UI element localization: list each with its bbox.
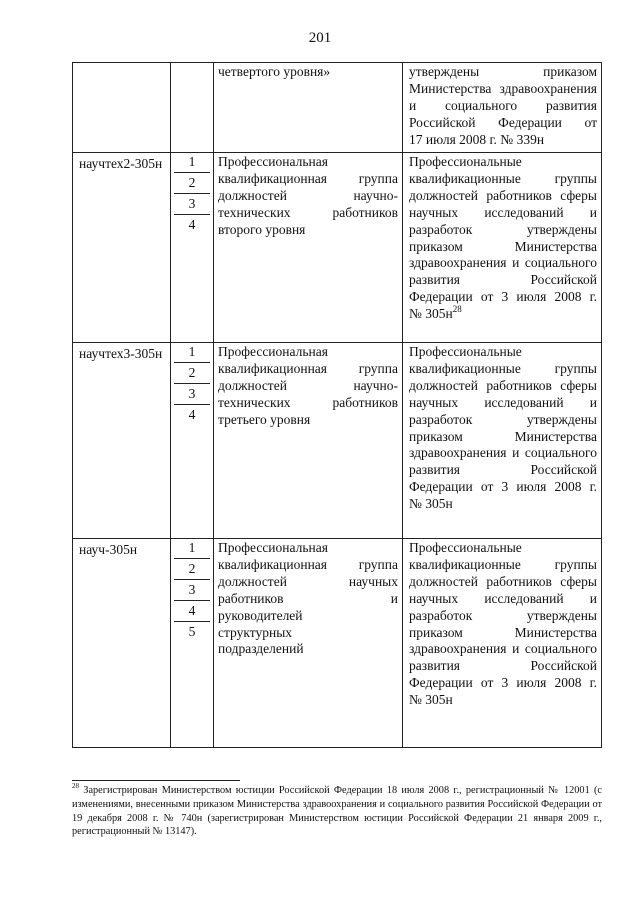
group-name-line: квалификационная группа [218, 170, 398, 186]
group-name-cell [214, 153, 403, 343]
code-text: научтех3-305н [79, 346, 163, 361]
document-line: приказом Министерства [409, 428, 597, 444]
number-list [174, 344, 210, 425]
group-name-line: работников и [218, 590, 398, 606]
group-name-line: технических работников [218, 394, 398, 410]
document-line: развития Российской [409, 272, 597, 288]
group-name-line: квалификационная группа [218, 360, 398, 376]
item-number: 4 [188, 407, 196, 422]
item-number: 3 [174, 194, 210, 215]
item-number: 3 [174, 580, 210, 601]
document-line: квалификационные группы [409, 360, 597, 376]
document-line: утверждены приказом [409, 64, 597, 79]
document-line: развития Российской [409, 658, 597, 674]
number-list [174, 540, 210, 642]
document-line: здравоохранения и социального [409, 255, 597, 271]
document-line: здравоохранения и социального [409, 445, 597, 461]
group-name-cell [214, 63, 403, 153]
code-cell [73, 63, 171, 153]
group-name-line: должностей научных [218, 573, 398, 589]
group-name-text: четвертого уровня» [218, 64, 331, 79]
item-number: 2 [174, 363, 210, 384]
footnote-mark: 28 [72, 781, 79, 790]
document-line: должностей работников сферы [409, 377, 597, 393]
document-line [409, 303, 597, 323]
document-cell [403, 343, 602, 539]
item-number: 3 [174, 384, 210, 405]
group-name-line: технических работников [218, 204, 398, 220]
item-number: 5 [188, 624, 196, 639]
document-line: Профессиональные [409, 540, 522, 555]
document-line: Федерации от 3 июля 2008 г. [409, 289, 597, 305]
document-line: приказом Министерства [409, 624, 597, 640]
document-line: должностей работников сферы [409, 187, 597, 203]
group-name-line: структурных [218, 624, 293, 640]
item-number: 1 [174, 154, 210, 173]
document-number: № 305н [409, 306, 453, 322]
document-line: Российской Федерации от [409, 114, 597, 130]
table-row [73, 539, 602, 748]
code-cell [73, 343, 171, 539]
item-number: 1 [174, 344, 210, 363]
group-name-line: руководителей [218, 607, 303, 623]
document-line: Федерации от 3 июля 2008 г. [409, 675, 597, 691]
document-line: развития Российской [409, 462, 597, 478]
group-name-line: Профессиональная [218, 154, 328, 169]
document-line: здравоохранения и социального [409, 641, 597, 657]
document-line: Профессиональные [409, 154, 522, 169]
document-line: разработок утверждены [409, 607, 597, 623]
item-number: 4 [174, 601, 210, 622]
number-list [174, 154, 210, 235]
group-name-line: подразделений [218, 641, 304, 657]
document-line: разработок утверждены [409, 221, 597, 237]
group-name-line: должностей научно- [218, 377, 398, 393]
document-line: приказом Министерства [409, 238, 597, 254]
group-name-cell [214, 539, 403, 748]
document-line: научных исследований и [409, 204, 597, 220]
document-line: квалификационные группы [409, 556, 597, 572]
document-cell [403, 539, 602, 748]
table-row [73, 153, 602, 343]
number-cell [171, 153, 214, 343]
document-line: должностей работников сферы [409, 573, 597, 589]
number-cell [171, 539, 214, 748]
item-number: 2 [174, 559, 210, 580]
number-cell [171, 343, 214, 539]
footnote-text: Зарегистрирован Министерством юстиции Российской Федерации 18 июля 2008 г., регистрационный № 12001 (с изменениями, внесенными приказом Министерства здравоохранения и социального развития Российской Федерации от 19 декабря 2008 г. № 740н (зарегистрирован Министерством юстиции Российской Федерации 21 января 2009 г., регистрационный № 13147). [72, 785, 602, 838]
item-number: 4 [188, 217, 196, 232]
document-line: Профессиональные [409, 344, 522, 359]
table-row [73, 343, 602, 539]
document-line: № 305н [409, 496, 453, 512]
document-line: № 305н [409, 692, 453, 708]
code-text: науч-305н [79, 542, 138, 557]
table-row [73, 63, 602, 153]
document-cell [403, 153, 602, 343]
group-name-line: Профессиональная [218, 344, 328, 359]
footnote-separator [72, 780, 240, 781]
number-cell [171, 63, 214, 153]
group-name-line: второго уровня [218, 221, 306, 237]
document-cell [403, 63, 602, 153]
code-cell [73, 539, 171, 748]
document-line: разработок утверждены [409, 411, 597, 427]
qualification-table [72, 62, 602, 748]
document-line: научных исследований и [409, 590, 597, 606]
item-number: 1 [174, 540, 210, 559]
page-number: 201 [308, 30, 332, 46]
footnote [72, 781, 602, 839]
document-line: Федерации от 3 июля 2008 г. [409, 479, 597, 495]
group-name-cell [214, 343, 403, 539]
document-line: 17 июля 2008 г. № 339н [409, 131, 545, 147]
group-name-line: Профессиональная [218, 540, 328, 555]
group-name-line: квалификационная группа [218, 556, 398, 572]
item-number: 2 [174, 173, 210, 194]
document-line: Министерства здравоохранения [409, 80, 597, 96]
code-text: научтех2-305н [79, 156, 163, 171]
footnote-reference: 28 [452, 303, 462, 314]
document-line: научных исследований и [409, 394, 597, 410]
document-line: квалификационные группы [409, 170, 597, 186]
group-name-line: третьего уровня [218, 411, 311, 427]
code-cell [73, 153, 171, 343]
document-line: и социального развития [409, 97, 597, 113]
group-name-line: должностей научно- [218, 187, 398, 203]
